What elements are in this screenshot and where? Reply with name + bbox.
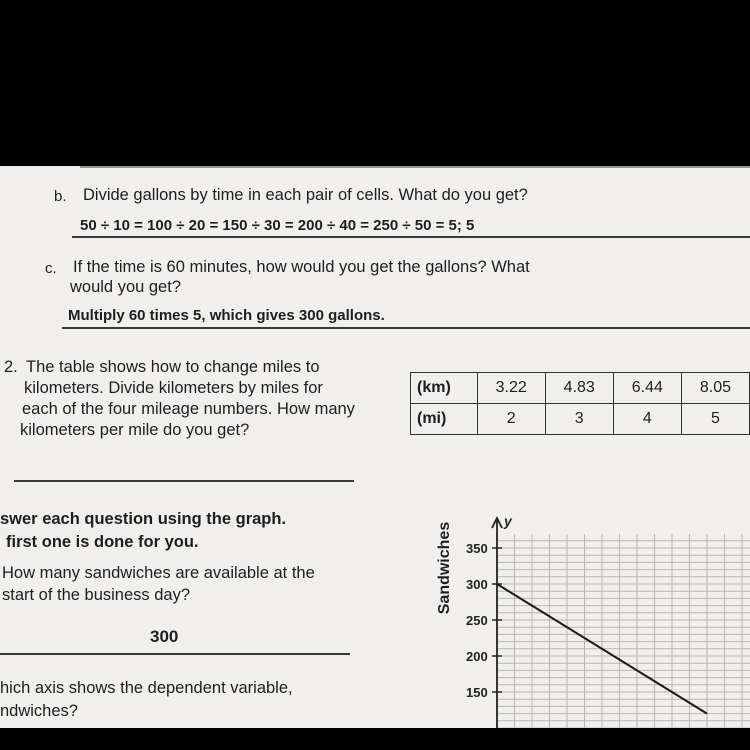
km-cell: 3.22: [477, 373, 545, 404]
mi-header: (mi): [411, 404, 478, 435]
y-tick-label: 250: [466, 613, 488, 628]
y-tick-label: 350: [466, 541, 488, 556]
y-tick-label: 200: [466, 649, 488, 664]
table-row-mi: [411, 404, 750, 435]
miles-km-table: [410, 372, 750, 435]
part-c-label: c.: [45, 260, 57, 277]
km-cell: 8.05: [681, 373, 749, 404]
sandwich-graph: [440, 506, 750, 728]
q2-answer-line: [14, 480, 354, 482]
y-axis-label: Sandwiches: [436, 521, 453, 615]
y-tick-label: 150: [466, 685, 488, 700]
mi-cell: 5: [681, 404, 749, 435]
part-c-answer: Multiply 60 times 5, which gives 300 gallons.: [68, 307, 385, 324]
y-axis-marker: y: [504, 513, 512, 529]
part-c-question-line2: would you get?: [70, 278, 181, 296]
mi-cell: 4: [613, 404, 681, 435]
graph-question-a-line1: How many sandwiches are available at the: [2, 564, 315, 582]
graph-question-b-line2: ndwiches?: [0, 702, 78, 720]
mi-cell: 3: [545, 404, 613, 435]
part-b-label: b.: [54, 188, 67, 205]
table-row-km: [411, 373, 750, 404]
q2-line-3: each of the four mileage numbers. How many: [22, 400, 355, 418]
km-header: (km): [411, 373, 478, 404]
graph-question-b-line1: hich axis shows the dependent variable,: [0, 679, 293, 697]
part-b-answer-line: [72, 236, 750, 238]
part-c-answer-line: [62, 327, 750, 329]
part-c-question-line1: If the time is 60 minutes, how would you get the gallons? What: [73, 258, 530, 276]
graph-instruction-line1: swer each question using the graph.: [0, 510, 287, 528]
graph-question-a-line2: start of the business day?: [2, 586, 191, 604]
q2-number: 2.: [4, 358, 18, 376]
mi-cell: 2: [477, 404, 545, 435]
part-b-answer: 50 ÷ 10 = 100 ÷ 20 = 150 ÷ 30 = 200 ÷ 40 = 250 ÷ 50 = 5; 5: [80, 217, 475, 234]
part-b-question: Divide gallons by time in each pair of cells. What do you get?: [83, 186, 528, 204]
graph-question-a-answer-line: [0, 653, 350, 655]
q2-line-2: kilometers. Divide kilometers by miles for: [24, 379, 323, 397]
worksheet-page: [0, 166, 750, 728]
km-cell: 4.83: [545, 373, 613, 404]
top-rule: [80, 166, 750, 168]
y-tick-label: 300: [466, 577, 488, 592]
km-cell: 6.44: [613, 373, 681, 404]
graph-instruction-line2: first one is done for you.: [6, 533, 199, 551]
graph-question-a-answer: 300: [150, 627, 179, 646]
q2-line-4: kilometers per mile do you get?: [20, 421, 250, 439]
q2-line-1: The table shows how to change miles to: [26, 358, 320, 376]
